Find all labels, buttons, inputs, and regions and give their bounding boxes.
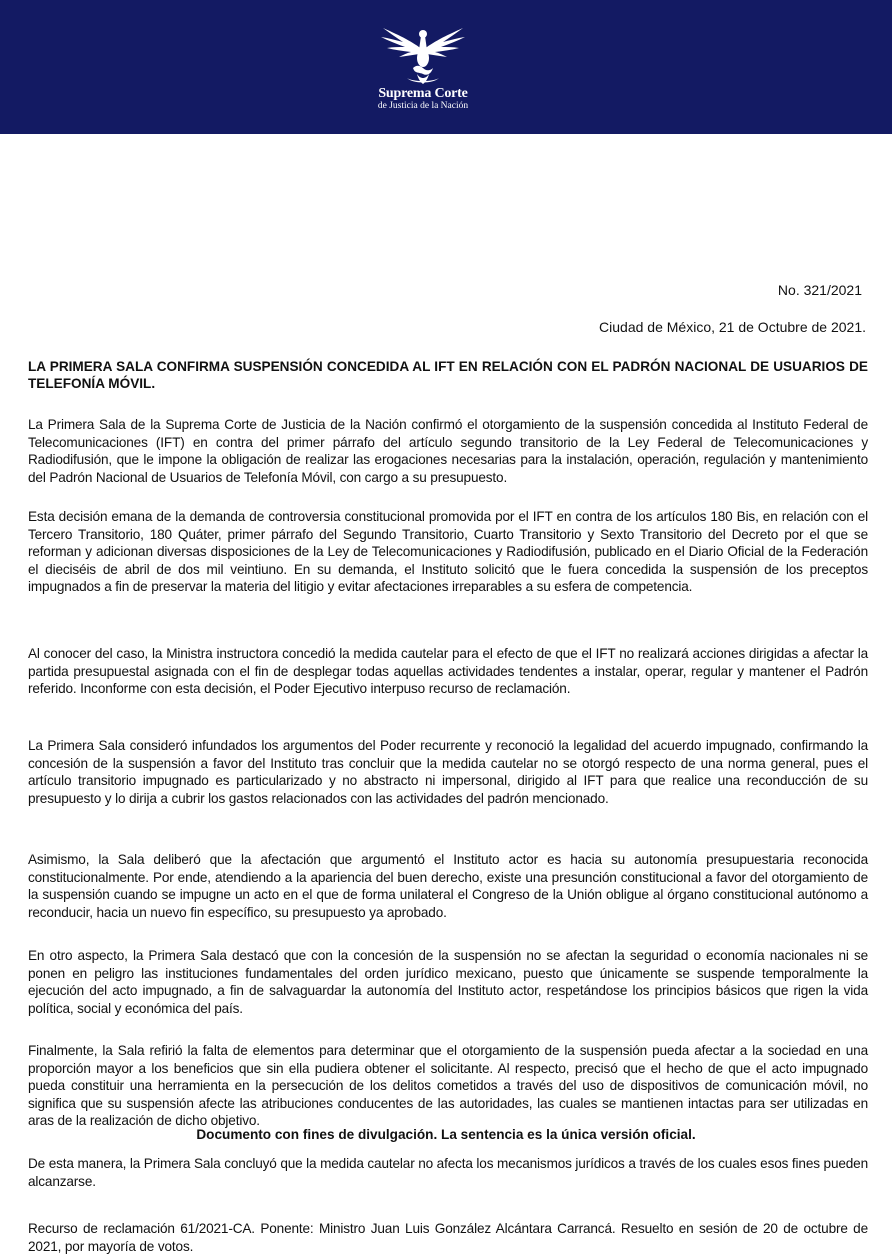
- court-name: Suprema Corte: [378, 86, 468, 101]
- paragraph: Asimismo, la Sala deliberó que la afectación que argumentó el Instituto actor es hacia su autonomía presupuestaria reconocida constitucionalmente. Por ende, atendiendo a la apariencia del buen derecho, existe una presunción constitucional a favor del otorgamiento de la suspensión cuando se impugne un acto en el que de forma unilateral el Congreso de la Unión obligue al órgano constitucional autónomo a reconducir, hacia un nuevo fin específico, su presupuesto ya aprobado.: [28, 852, 868, 920]
- court-subtitle: de Justicia de la Nación: [377, 101, 469, 111]
- paragraph: En otro aspecto, la Primera Sala destacó que con la concesión de la suspensión no se afectan la seguridad o economía nacionales ni se ponen en peligro las instituciones fundamentales del orden jurídico mexicano, puesto que únicamente se suspende temporalmente la ejecución del acto impugnado, a fin de salvaguardar la autonomía del Instituto actor, respetándose los principios básicos que rigen la vida política, social y económica del país.: [28, 948, 868, 1016]
- case-reference: Recurso de reclamación 61/2021-CA. Ponente: Ministro Juan Luis González Alcántara Carrancá. Resuelto en sesión de 20 de octubre de 2021, por mayoría de votos.: [28, 1221, 868, 1254]
- paragraph: Finalmente, la Sala refirió la falta de elementos para determinar que el otorgamiento de la suspensión pueda afectar a la sociedad en una proporción mayor a los beneficios que sin ella pudiera obtener el solicitante. Al respecto, precisó que el hecho de que el acto impugnado pueda constituir una herramienta en la persecución de los delitos cometidos a través del uso de dispositivos de comunicación móvil, no significa que su suspensión afecte las atribuciones conducentes de las autoridades, las cuales se mantienen intactas para ser utilizadas en aras de la realización de dicho objetivo.: [28, 1043, 868, 1129]
- paragraph: La Primera Sala consideró infundados los argumentos del Poder recurrente y reconoció la legalidad del acuerdo impugnado, confirmando la concesión de la suspensión a favor del Instituto tras concluir que la medida cautelar no se otorgó respecto de una norma general, pues el artículo transitorio impugnado es particularizado y no abstracto ni impersonal, dirigido al IFT para que realice una reconducción de su presupuesto y lo dirija a cubrir los gastos relacionados con las actividades del padrón mencionado.: [28, 738, 868, 806]
- release-number: No. 321/2021: [777, 282, 862, 298]
- court-logo: [368, 20, 478, 112]
- paragraph: Al conocer del caso, la Ministra instructora concedió la medida cautelar para el efecto de que el IFT no realizará acciones dirigidas a afectar la partida presupuestal asignada con el fin de desplegar todas aquellas actividades tendentes a instalar, operar, regular y mantener el Padrón referido. Inconforme con esta decisión, el Poder Ejecutivo interpuso recurso de reclamación.: [28, 646, 868, 697]
- paragraph: Esta decisión emana de la demanda de controversia constitucional promovida por el IFT en contra de los artículos 180 Bis, en relación con el Tercero Transitorio, 180 Quáter, primer párrafo del Segundo Transitorio, Cuarto Transitorio y Sexto Transitorio del Decreto por el que se reforman y adicionan diversas disposiciones de la Ley de Telecomunicaciones y Radiodifusión, publicado en el Diario Oficial de la Federación el dieciséis de abril de dos mil veintiuno. En su demanda, el Instituto solicitó que le fuera concedida la suspensión de los preceptos impugnados a fin de preservar la materia del litigio y evitar afectaciones irreparables a su esfera de competencia.: [28, 509, 868, 595]
- header-banner: [0, 0, 892, 134]
- eagle-emblem-icon: [373, 20, 473, 86]
- place-date: Ciudad de México, 21 de Octubre de 2021.: [599, 319, 866, 335]
- disclaimer: Documento con fines de divulgación. La sentencia es la única versión oficial.: [196, 1127, 696, 1142]
- paragraph: De esta manera, la Primera Sala concluyó que la medida cautelar no afecta los mecanismos jurídicos a través de los cuales esos fines pueden alcanzarse.: [28, 1156, 868, 1189]
- paragraph: La Primera Sala de la Suprema Corte de Justicia de la Nación confirmó el otorgamiento de la suspensión concedida al Instituto Federal de Telecomunicaciones (IFT) en contra del primer párrafo del artículo segundo transitorio de la Ley Federal de Telecomunicaciones y Radiodifusión, que le impone la obligación de realizar las erogaciones necesarias para la instalación, operación, regulación y mantenimiento del Padrón Nacional de Usuarios de Telefonía Móvil, con cargo a su presupuesto.: [28, 417, 868, 485]
- headline: LA PRIMERA SALA CONFIRMA SUSPENSIÓN CONCEDIDA AL IFT EN RELACIÓN CON EL PADRÓN NACIONAL DE USUARIOS DE TELEFONÍA MÓVIL.: [28, 359, 868, 391]
